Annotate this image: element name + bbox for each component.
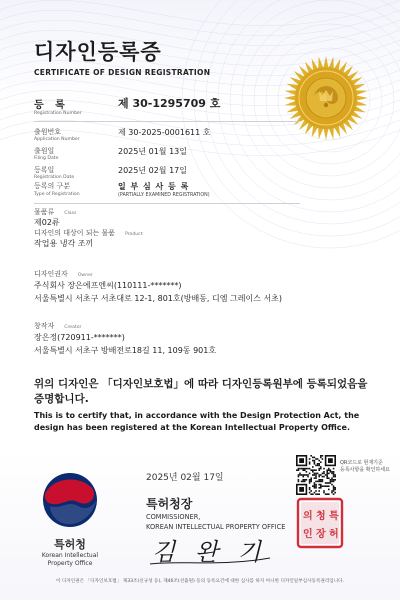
- page-title-en: CERTIFICATE OF DESIGN REGISTRATION: [34, 68, 211, 77]
- qr-note: [340, 460, 396, 474]
- registration-date-label: 등록일: [34, 166, 55, 174]
- owner-name: 주식회사 장은에프엔씨(110111-*******): [34, 281, 182, 290]
- owner-label: [34, 269, 93, 279]
- product-value: 작업용 냉각 조끼: [34, 239, 94, 248]
- registration-type: 일 부 심 사 등 록: [118, 182, 190, 191]
- verification-qr-code[interactable]: [296, 455, 336, 495]
- class-value: 제02류: [34, 218, 60, 227]
- qr-note-line2: 등록사항을 확인하세요: [340, 467, 390, 473]
- commissioner-title-en-line2: KOREAN INTELLECTUAL PROPERTY OFFICE: [146, 523, 286, 531]
- owner-label-en: Owner: [77, 273, 93, 278]
- office-name-ko: 특허청: [54, 538, 86, 551]
- page-title: 디자인등록증: [34, 40, 162, 64]
- class-label-ko: 물품류: [34, 208, 55, 216]
- registration-type-en: (PARTIALLY EXAMINED REGISTRATION): [118, 193, 210, 198]
- official-red-stamp: [296, 497, 344, 549]
- product-label-ko: 디자인의 대상이 되는 물품: [34, 229, 116, 237]
- stamp-character: 의: [303, 511, 313, 522]
- commissioner-signature: [148, 534, 278, 568]
- divider: [34, 121, 300, 122]
- class-label-en: Class: [64, 211, 77, 216]
- filing-date: 2025년 01월 13일: [118, 147, 187, 156]
- commissioner-title-ko: 특허청장: [146, 497, 193, 511]
- owner-address: 서울특별시 서초구 서초대로 12-1, 801호(방배동, 디엠 그레이스 서초): [34, 294, 283, 303]
- owner-label-ko: 디자인권자: [34, 270, 68, 278]
- registration-label: 등 록: [34, 100, 69, 111]
- certification-statement-en: This is to certify that, in accordance with the Design Protection Act, the design has been registered at the Korean Intellectual Property Office.: [34, 411, 360, 432]
- signature-text: 김 완 기: [152, 538, 267, 566]
- filing-date-label: 출원일: [34, 147, 55, 155]
- stamp-character: 인: [303, 529, 313, 540]
- commissioner-title-en: [146, 512, 285, 532]
- issue-date: 2025년 02월 17일: [146, 473, 224, 483]
- creator-name: 장은정(720911-*******): [34, 333, 125, 342]
- office-name-en-line1: Korean Intellectual: [41, 552, 99, 559]
- filing-date-label-en: Filing Date: [34, 156, 59, 161]
- registration-type-label: 등록의 구분: [34, 182, 71, 190]
- registration-label-en: Registration Number: [34, 111, 82, 116]
- gold-seal-emblem: [283, 55, 369, 141]
- class-label: [34, 207, 76, 217]
- footer-notice: 이 디자인권은 「디자인보호법」 제33조(신규성 등), 제46조(선출원) 등의 등록요건에 대한 심사를 하지 아니한 디자인일부심사등록권리입니다.: [55, 579, 345, 584]
- commissioner-title-en-line1: COMMISSIONER,: [146, 513, 201, 521]
- registration-number: 제 30-1295709 호: [118, 97, 221, 110]
- registration-date-label-en: Registration Date: [34, 175, 75, 180]
- office-name-en: [30, 552, 110, 568]
- product-label: [34, 228, 143, 238]
- application-number: 제 30-2025-0001611 호: [118, 128, 211, 137]
- stamp-character: 청: [316, 511, 326, 522]
- application-label-en: Application Number: [34, 137, 80, 142]
- application-label: 출원번호: [34, 128, 62, 136]
- registration-type-label-en: Type of Registration: [34, 192, 80, 197]
- office-name-en-line2: Property Office: [47, 560, 93, 567]
- stamp-character: 특: [329, 511, 339, 522]
- creator-label: [34, 321, 81, 331]
- registration-date: 2025년 02월 17일: [118, 166, 187, 175]
- stamp-character: 허: [329, 529, 339, 540]
- qr-note-line1: QR코드로 현재기준: [340, 460, 383, 466]
- product-label-en: Product: [125, 232, 143, 237]
- creator-address: 서울특별시 서초구 방배전로18길 11, 109동 901호: [34, 346, 217, 355]
- creator-label-ko: 창작자: [34, 322, 55, 330]
- certification-statement-ko: 위의 디자인은 「디자인보호법」에 따라 디자인등록원부에 등록되었음을 증명합니다.: [34, 378, 368, 405]
- kipo-taegeuk-logo: [40, 470, 100, 530]
- creator-label-en: Creator: [64, 325, 82, 330]
- stamp-character: 장: [316, 529, 326, 540]
- divider: [34, 203, 300, 204]
